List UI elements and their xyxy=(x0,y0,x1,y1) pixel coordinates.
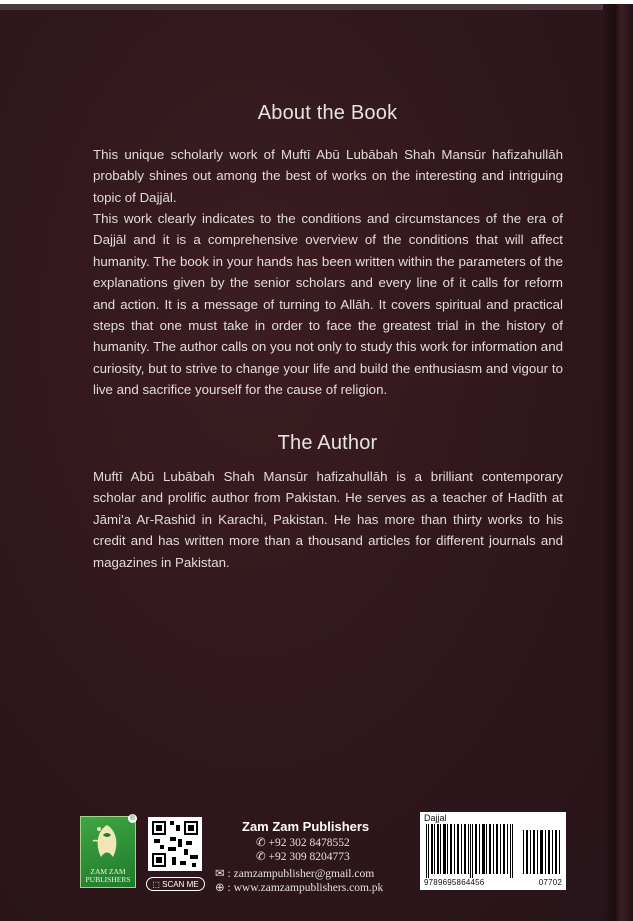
phone-2-text: +92 309 8204773 xyxy=(268,851,350,863)
publisher-name: Zam Zam Publishers xyxy=(242,819,370,834)
email-icon: ✉ : xyxy=(215,868,234,880)
scan-me-text: SCAN ME xyxy=(162,880,199,889)
barcode-digits xyxy=(424,878,562,887)
website-contact[interactable] xyxy=(215,880,383,894)
barcode-label xyxy=(420,812,566,890)
price-digits: 07702 xyxy=(538,878,562,887)
qr-code-icon xyxy=(150,819,200,869)
barcode-icon xyxy=(424,824,562,878)
logo-text: ZAM ZAM PUBLISHERS xyxy=(85,867,131,884)
spine-edge xyxy=(603,4,633,921)
logo-emblem-icon xyxy=(87,821,127,863)
website-text: www.zamzampublishers.com.pk xyxy=(233,882,384,894)
scan-me-label xyxy=(146,877,205,891)
qr-code[interactable] xyxy=(148,817,202,871)
registered-mark: ® xyxy=(129,815,136,822)
publisher-logo xyxy=(80,816,136,888)
barcode-title: Dajjal xyxy=(424,813,447,823)
email-text: zamzampublisher@gmail.com xyxy=(233,868,375,880)
about-paragraph-2: This work clearly indicates to the conditions and circumstances of the era of Dajjāl and it is a comprehensive overview of the conditions that will affect humanity. The book in your hands has been written within the parameters of the explanations given by the senior scholars and every line of it calls for reform and action. It is a message of turning to Allāh. It covers spiritual and practical steps that one must take in order to face the greatest trial in the history of humanity. The author calls on you not only to study this work for information and curiosity, but to strive to change your life and build the enthusiasm and vigour to live and sacrifice yourself for the cause of religion. xyxy=(93,211,563,398)
about-heading: About the Book xyxy=(257,102,398,124)
top-edge xyxy=(0,4,633,10)
globe-icon: ⊕ : xyxy=(215,882,234,894)
phone-1[interactable] xyxy=(256,835,350,849)
phone-2[interactable] xyxy=(256,849,350,863)
about-paragraph-1: This unique scholarly work of Muftī Abū Lubābah Shah Mansūr hafizahullāh probably shines out among the best of works on the interesting and intriguing topic of Dajjāl. xyxy=(93,147,563,205)
phone-1-text: +92 302 8478552 xyxy=(268,837,350,849)
phone-icon: ✆ xyxy=(256,837,269,849)
author-paragraph: Muftī Abū Lubābah Shah Mansūr hafizahullāh is a brilliant contemporary scholar and prolific author from Pakistan. He serves as a teacher of Hadīth at Jāmi'a Ar-Rashid in Karachi, Pakistan. He has more than thirty works to his credit and has written more than a thousand articles for different journals and magazines in Pakistan. xyxy=(93,469,563,570)
scan-icon: ⬚ xyxy=(152,880,163,889)
email-contact[interactable] xyxy=(215,866,374,880)
book-back-cover xyxy=(0,4,633,921)
author-heading: The Author xyxy=(277,432,378,454)
isbn-digits: 9789695864456 xyxy=(424,878,485,887)
phone-icon: ✆ xyxy=(256,851,269,863)
